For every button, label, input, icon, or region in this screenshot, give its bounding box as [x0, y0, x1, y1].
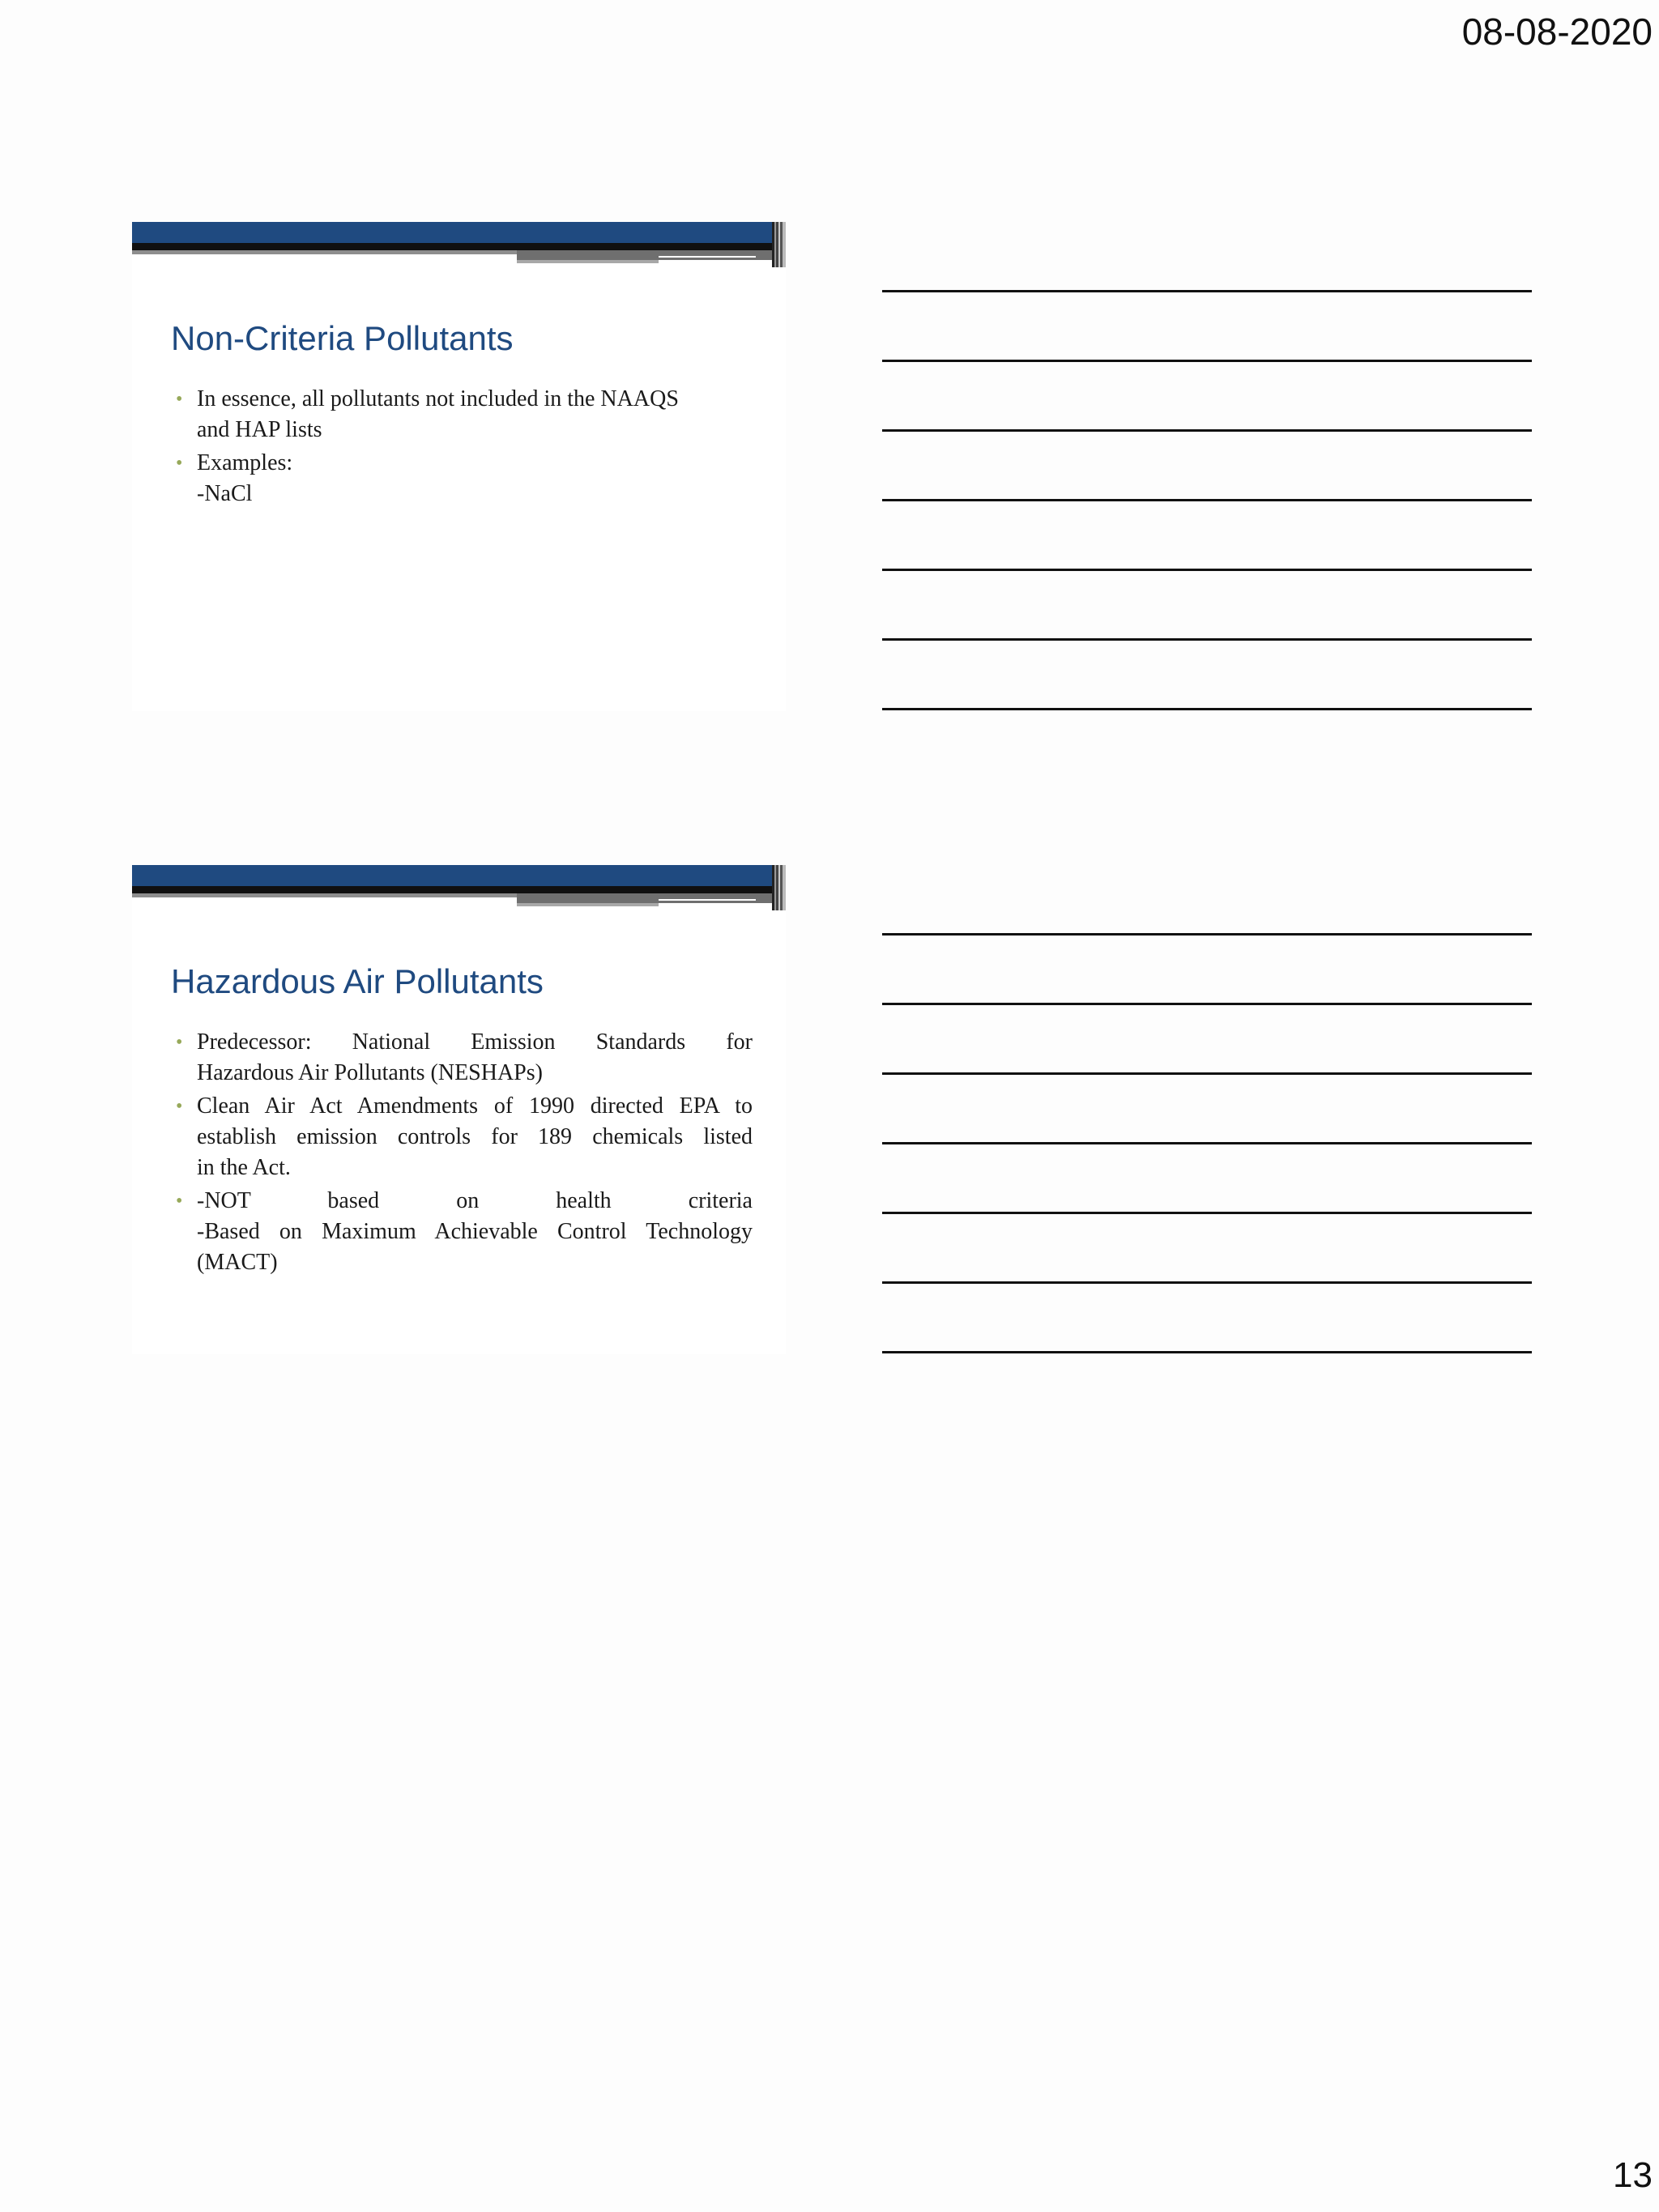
note-rule	[882, 1142, 1532, 1144]
bullet-line: establish emission controls for 189 chemicals listed	[197, 1124, 753, 1149]
bullet-list	[173, 1027, 753, 1281]
bullet-dot-icon: •	[176, 1032, 183, 1053]
bullet-line: In essence, all pollutants not included in the NAAQS	[197, 386, 679, 411]
note-rule	[882, 638, 1532, 641]
note-rule	[882, 933, 1532, 936]
note-rule	[882, 290, 1532, 292]
bullet-line: -NaCl	[197, 481, 253, 506]
note-rule	[882, 1003, 1532, 1005]
bullet-line: Predecessor: National Emission Standards for	[197, 1029, 753, 1055]
bullet-item	[173, 1027, 753, 1089]
slide-non-criteria	[132, 222, 786, 711]
bullet-dot-icon: •	[176, 1191, 183, 1212]
bullet-item	[173, 1091, 753, 1183]
bullet-line: -Based on Maximum Achievable Control Technology	[197, 1219, 753, 1244]
note-rule	[882, 1281, 1532, 1284]
bullet-item	[173, 448, 741, 509]
note-rule	[882, 1072, 1532, 1075]
note-rule	[882, 360, 1532, 362]
page-date: 08-08-2020	[1461, 11, 1653, 53]
bullet-line: Hazardous Air Pollutants (NESHAPs)	[197, 1060, 543, 1085]
slide-title: Hazardous Air Pollutants	[171, 962, 544, 1000]
bullet-line: and HAP lists	[197, 417, 322, 442]
slide-header-bar	[132, 865, 786, 910]
bullet-dot-icon: •	[176, 1096, 183, 1117]
bullet-line: in the Act.	[197, 1155, 291, 1180]
bullet-item	[173, 1186, 753, 1278]
note-rule	[882, 429, 1532, 432]
bullet-list	[173, 384, 741, 512]
slide-hazardous	[132, 865, 786, 1354]
bullet-line: Clean Air Act Amendments of 1990 directed EPA to	[197, 1093, 753, 1119]
note-rule	[882, 1212, 1532, 1214]
note-rule	[882, 569, 1532, 571]
bullet-item	[173, 384, 741, 445]
bullet-line: -NOT based on health criteria	[197, 1188, 753, 1213]
bullet-line: (MACT)	[197, 1250, 278, 1275]
note-rule	[882, 1351, 1532, 1353]
note-rule	[882, 708, 1532, 710]
note-rule	[882, 499, 1532, 501]
bullet-dot-icon: •	[176, 453, 183, 474]
slide-header-bar	[132, 222, 786, 267]
slide-title: Non-Criteria Pollutants	[171, 319, 514, 357]
page-number: 13	[1613, 2155, 1653, 2195]
bullet-line: Examples:	[197, 450, 293, 475]
bullet-dot-icon: •	[176, 389, 183, 410]
